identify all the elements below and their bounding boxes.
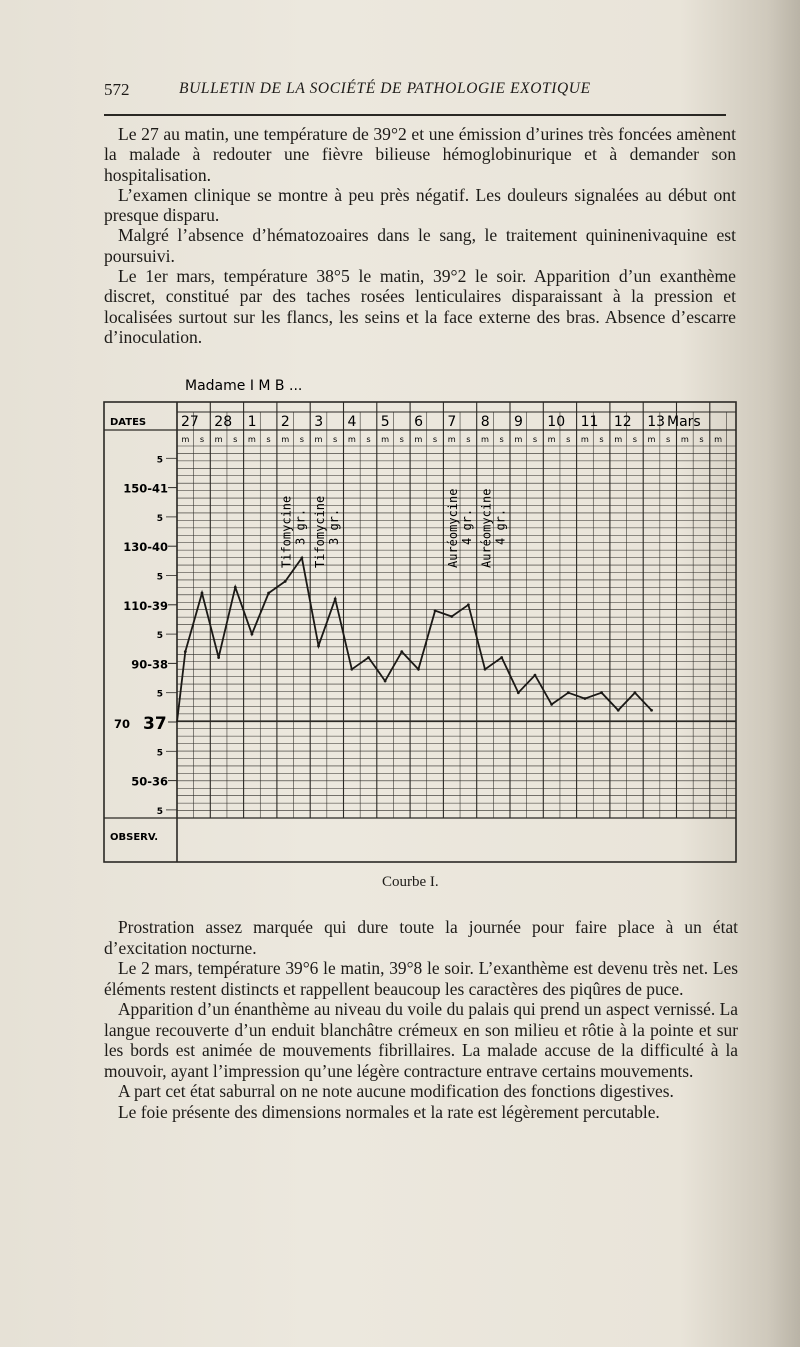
half-day-label: m [414, 434, 423, 444]
half-day-label: m [381, 434, 390, 444]
temperature-point [550, 703, 553, 706]
temperature-point [633, 691, 636, 694]
temperature-point [434, 609, 437, 612]
temperature-point [450, 615, 453, 618]
half-day-label: m [347, 434, 356, 444]
half-day-label: m [247, 434, 256, 444]
y-axis-label: 110-39 [123, 598, 168, 613]
temperature-point [467, 603, 470, 606]
y-axis-label: 130-40 [123, 540, 168, 555]
temperature-point [417, 668, 420, 671]
temperature-point [567, 691, 570, 694]
day-label: 1 [247, 414, 257, 430]
day-label: 11 [580, 414, 599, 430]
temperature-point [350, 668, 353, 671]
day-label: 3 [314, 414, 324, 430]
half-day-label: m [614, 434, 623, 444]
half-day-label: s [199, 434, 205, 444]
half-day-label: m [680, 434, 689, 444]
half-day-label: s [666, 434, 671, 444]
paragraph: L’examen clinique se montre à peu près négatif. Les douleurs signalées au début ont presque disparu. [104, 184, 736, 226]
dates-header: DATES [110, 417, 147, 428]
temperature-point [300, 557, 303, 560]
half-day-label: s [699, 434, 704, 444]
y-minor-label: 5 [156, 513, 163, 524]
half-day-label: m [647, 434, 656, 444]
half-day-label: m [580, 434, 589, 444]
half-day-label: s [499, 434, 504, 444]
y-axis-label: 150-41 [123, 481, 168, 496]
day-label: 27 [181, 414, 199, 430]
temperature-point [201, 592, 204, 595]
temperature-point [617, 709, 620, 712]
paragraph: Prostration assez marquée qui dure toute la journée pour faire place à un état d’excitation nocturne. [104, 917, 738, 958]
temperature-point [234, 586, 237, 589]
half-day-label: m [281, 434, 290, 444]
paragraph: Le 1er mars, température 38°5 le matin, 39°2 le soir. Apparition d’un exanthème discret, constitué par des taches rosées lenticulaires disparaissant à la pression et localisées surtout sur les flancs, les seins et la face externe des bras. Absence d’escarre d’inoculation. [104, 266, 736, 347]
journal-title: BULLETIN DE LA SOCIÉTÉ DE PATHOLOGIE EXOTIQUE [179, 80, 591, 97]
half-day-label: s [299, 434, 305, 444]
half-day-label: m [481, 434, 490, 444]
y-minor-label: 5 [156, 806, 163, 817]
half-day-label: s [566, 434, 571, 444]
treatment-annotation: Auréomycine [479, 488, 494, 568]
half-day-label: m [714, 434, 723, 444]
temperature-point [517, 691, 520, 694]
half-day-label: m [447, 434, 456, 444]
text-after-figure [104, 917, 738, 1122]
y-minor-label: 5 [156, 455, 163, 466]
temperature-point [400, 650, 403, 653]
half-day-label: s [466, 434, 471, 444]
day-label: 6 [414, 414, 424, 430]
figure-caption: Courbe I. [382, 874, 439, 890]
temperature-point [284, 580, 287, 583]
day-label: 12 [613, 414, 632, 430]
paragraph: Apparition d’un énanthème au niveau du voile du palais qui prend un aspect vernissé. La langue recouverte d’un enduit blanchâtre crémeux en son milieu et rôtie à la pointe et sur les bords est animée de mouvements fibrillaires. La malade accuse de la difficulté à la mouvoir, ayant l’impression qu’une légère contracture entrave certains mouvements. [104, 999, 738, 1081]
day-label: 9 [514, 414, 523, 430]
paragraph: Le 27 au matin, une température de 39°2 et une émission d’urines très foncées amènent la malade à redouter une fièvre bilieuse hémoglobinurique et à demander son hospitalisation. [104, 124, 736, 185]
half-day-label: s [266, 434, 271, 444]
temperature-point [600, 691, 603, 694]
treatment-dose: 4 gr. [460, 508, 475, 545]
day-label: 10 [547, 414, 566, 430]
treatment-annotation: Auréomycine [446, 488, 461, 568]
page-number: 572 [104, 80, 130, 99]
half-day-label: m [181, 434, 190, 444]
temperature-point [317, 644, 320, 647]
day-label: 28 [214, 414, 233, 430]
temperature-line [177, 558, 652, 722]
temperature-point [650, 709, 653, 712]
temperature-point [500, 656, 503, 659]
temperature-point [367, 656, 370, 659]
half-day-label: m [314, 434, 323, 444]
temperature-point [334, 598, 337, 601]
half-day-label: s [233, 434, 238, 444]
y-axis-label: 50-36 [131, 774, 168, 789]
day-label: 13 [647, 414, 666, 430]
morning-evening-labels [181, 434, 722, 444]
temperature-point [184, 650, 187, 653]
day-labels [181, 414, 665, 430]
half-day-label: s [532, 434, 538, 444]
half-day-label: s [366, 434, 371, 444]
paragraph: Le foie présente des dimensions normales et la rate est légèrement percutable. [118, 1101, 660, 1122]
temperature-point [384, 680, 387, 683]
half-day-label: s [599, 434, 604, 444]
half-day-label: s [333, 434, 338, 444]
day-label: 2 [280, 414, 290, 430]
paragraph: Malgré l’absence d’hématozoaires dans le sang, le traitement quininenivaquine est poursuivi. [104, 225, 736, 266]
half-day-label: s [432, 434, 438, 444]
half-day-label: s [632, 434, 638, 444]
chart-grid [104, 402, 736, 862]
y-minor-label: 5 [156, 572, 163, 583]
day-label: 4 [347, 414, 357, 430]
day-label: 5 [380, 414, 390, 430]
day-label: 7 [447, 414, 457, 430]
y-axis-label: 70 [114, 717, 131, 731]
temperature-point [484, 668, 487, 671]
temperature-point [267, 592, 270, 595]
temperature-point [534, 674, 537, 677]
temperature-point [584, 697, 587, 700]
treatment-annotation: Tifomycine [312, 495, 327, 568]
temperature-point [217, 656, 220, 659]
y-axis-label: 90-38 [131, 657, 168, 672]
y-minor-label: 5 [156, 631, 163, 642]
month-label: Mars [667, 414, 701, 430]
half-day-label: s [399, 434, 404, 444]
treatment-annotation: Tifomycine [279, 495, 294, 568]
y-axis-labels [114, 455, 177, 817]
treatment-dose: 4 gr. [493, 508, 508, 545]
y-axis-label-37: 37 [143, 714, 167, 734]
treatment-dose: 3 gr. [293, 508, 308, 545]
patient-label: Madame I M B ... [185, 378, 303, 394]
y-minor-label: 5 [156, 689, 163, 700]
half-day-label: m [547, 434, 556, 444]
y-minor-label: 5 [156, 748, 163, 759]
observ-header: OBSERV. [110, 832, 159, 843]
half-day-label: m [514, 434, 523, 444]
treatment-dose: 3 gr. [326, 508, 341, 545]
day-label: 8 [480, 414, 490, 430]
paragraph: A part cet état saburral on ne note aucune modification des fonctions digestives. [118, 1081, 674, 1101]
paragraph: Le 2 mars, température 39°6 le matin, 39°8 le soir. L’exanthème est devenu très net. Les éléments restent distincts et rappellent beaucoup les caractères des piqûres de puce. [104, 958, 738, 999]
half-day-label: m [214, 434, 223, 444]
temperature-point [251, 633, 254, 636]
